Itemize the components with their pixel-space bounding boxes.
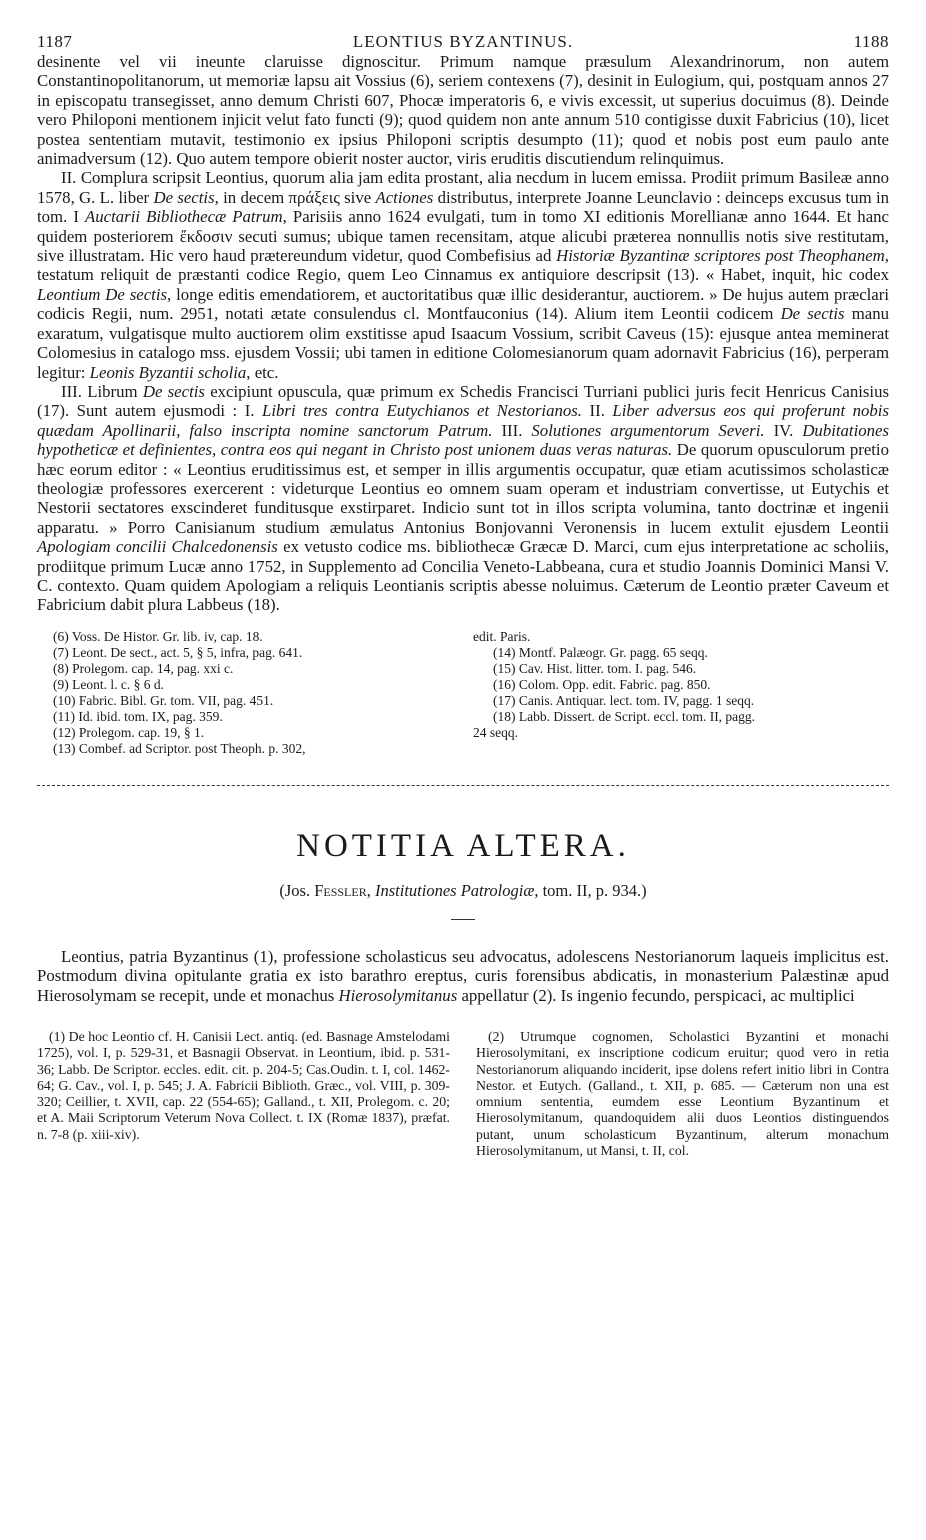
paragraph-2	[37, 168, 889, 381]
footnotes-left-column	[37, 1029, 450, 1159]
footnote: (14) Montf. Palæogr. Gr. pagg. 65 seqq.	[493, 644, 708, 660]
text-run: De quorum opusculorum pretio hæc eorum editor : « Leontius eruditissimus est, et semper in illis argumentis occupatur, quæ etiam acutissimos scholasticæ theologiæ professores exercerent : videturque Leontius eo omnem suam operam et industriam convertisse, ut Eutychis et Nestorii sectatores exscinderet funditusque exstirparet. Indicio sunt tot in illos scripta volumina, tanto doctrinæ et ingenii apparatu. » Porro Canisianum studium æmulatus Antonius Bonjovanni Veronensis in lucem extulit ejusdem Leontii	[37, 440, 889, 537]
italic-title: Leontium De sectis	[37, 284, 168, 304]
footnotes-right-column	[473, 629, 889, 757]
paragraph-1: desinente vel vii ineunte claruisse dignoscitur. Primum namque præsulum Alexandrinorum, non autem Constantinopolitanorum, ut memoriæ lapsu ait Vossius (6), seriem contexens (7), desinit in Eulogium, qui, postquam annos 27 in episcopatu transegisset, anno demum Christi 607, Phocæ imperatoris 6, e vivis excessit, ut superius docuimus (8). Deinde vero Philoponi mentionem injicit velut fato functi (9); quod quidem non ante annum 510 contigisse duxit Fabricius (10), licet postea sententiam mutavit, testimonio ex ipsius Philoponi scriptis desumpto (11); quod et nobis post eum paulo ante animadversum (12). Quo autem tempore obierit noster auctor, viris eruditis discutiendum relinquimus.	[37, 52, 889, 169]
text-run: II.	[589, 401, 605, 421]
italic-title: Actiones	[375, 187, 434, 207]
italic-title: Dubitationes hypotheticæ et definientes, contra eos qui negant in Christo post unionem duas veras naturas.	[37, 420, 890, 460]
footnotes-right-column	[476, 1029, 889, 1159]
footnote: (8) Prolegom. cap. 14, pag. xxi c.	[53, 660, 234, 676]
italic-title: Historiæ Byzantinæ scriptores post Theophanem	[556, 246, 885, 266]
footnote: (10) Fabric. Bibl. Gr. tom. VII, pag. 451.	[53, 692, 274, 708]
footnote: (17) Canis. Antiquar. lect. tom. IV, pagg. 1 seqq.	[493, 692, 755, 708]
text-run: distributus, interprete Joanne Leunclavio : deinceps excusus tum in tom. I	[37, 187, 890, 227]
column-number-right: 1188	[853, 32, 889, 51]
text-run: II. Complura scripsit Leontius, quorum alia jam edita prostant, alia necdum in lucem emissa. Prodiit primum Basileæ anno 1578, G. L. liber	[37, 168, 889, 207]
text-run: excipiunt opuscula, quæ primum ex Schedis Francisci Turriani publici juris fecit Henricus Canisius (17). Sunt autem ejusmodi : I.	[37, 381, 889, 421]
footnote: (9) Leont. l. c. § 6 d.	[53, 676, 164, 692]
text-run: IV.	[773, 420, 794, 440]
running-title: LEONTIUS BYZANTINUS.	[352, 32, 574, 51]
text-run: , etc.	[246, 362, 279, 382]
text-run: Leontius, patria Byzantinus (1), professione scholasticus seu advocatus, adolescens Nestorianorum laqueis implicitus est. Postmodum divina opitulante gratia ex isto barathro ereptus, curis forensibus abdicatis, in monasterium Palæstinæ apud Hierosolymam se recepit, unde et monachus	[37, 946, 889, 1005]
text-run: , tom. II, p. 934.)	[534, 880, 647, 900]
footnote: (7) Leont. De sect., act. 5, § 5, infra, pag. 641.	[53, 644, 303, 660]
italic-title: Leonis Byzantii scholia	[89, 362, 247, 382]
italic-title: Solutiones argumentorum Severi.	[531, 420, 765, 440]
text-run: , in decem πράξεις sive	[214, 187, 372, 207]
footnote: (16) Colom. Opp. edit. Fabric. pag. 850.	[493, 676, 711, 692]
text-run: ex vetusto codice ms. bibliothecæ Græcæ D. Marci, cum ejus interpretatione ac scholiis, prodiitque primum Lucæ anno 1752, in Supplemento ad Concilia Veneto-Labbeana, cura et studio Joannis Dominici Mansi V. C. contexto. Quam quidem Apologiam a reliquis Leontianis scriptis abesse noluimus. Cæterum de Leontio præter Caveum et Fabricium dabit plura Labbeus (18).	[37, 537, 889, 615]
text-run: III.	[501, 420, 523, 440]
footnotes-second	[37, 1029, 889, 1159]
italic-title: De sectis	[780, 304, 845, 324]
footnote: (6) Voss. De Histor. Gr. lib. iv, cap. 18.	[53, 628, 263, 644]
short-rule	[451, 919, 475, 920]
italic-title: De sectis	[153, 187, 215, 207]
italic-title: Apologiam concilii Chalcedonensis	[37, 537, 278, 557]
text-run: manu exaratum, vulgatisque multo auctiorem olim exstitisse apud Isaacum Vossium, scribit Caveus (15): ejusque antea meminerat Colomesius in catalogo mss. ejusdem Vossii; ubi tamen in editione Colomesianorum quam adornavit Fabricius (16), perperam legitur:	[37, 304, 889, 382]
section-title: NOTITIA ALTERA.	[296, 827, 630, 864]
text-run: ,	[366, 880, 371, 900]
text-run: appellatur (2). Is ingenio fecundo, perspicaci, ac multiplici	[461, 985, 855, 1005]
page	[37, 30, 889, 1159]
footnote-continuation: edit. Paris.	[473, 628, 531, 644]
footnote: (15) Cav. Hist. litter. tom. I. pag. 546.	[493, 660, 697, 676]
section-text	[37, 947, 889, 1005]
footnote: (12) Prolegom. cap. 19, § 1.	[53, 724, 205, 740]
italic-title: De sectis	[142, 381, 205, 401]
paragraph-3	[37, 382, 889, 615]
paragraph-4	[37, 947, 889, 1005]
footnote-continuation: 24 seqq.	[473, 724, 518, 740]
italic-title: Hierosolymitanus	[338, 985, 458, 1005]
footnote: (11) Id. ibid. tom. IX, pag. 359.	[53, 708, 223, 724]
italic-title: Liber adversus eos qui proferunt nobis quædam Apollinarii, falso inscripta nomine sanctorum Patrum.	[37, 401, 889, 440]
main-text	[37, 52, 889, 615]
italic-title: Libri tres contra Eutychianos et Nestorianos.	[262, 401, 582, 421]
footnote: (18) Labb. Dissert. de Script. eccl. tom. II, pagg.	[493, 708, 756, 724]
text-run: , longe editis emendatiorem, et auctoritatibus quæ illic desiderantur, auctiorem. » De hujus autem præclari codicis Regii, num. 2951, notati ætate consulendus cl. Montfauconius (14). Alium item Leontii codicem	[37, 284, 890, 324]
text-run: , testatum reliquit de præstanti codice Regio, quem Leo Cinnamus ex antiquiore descripsit (13). « Habet, inquit, hic codex	[37, 246, 889, 285]
text-run: , Parisiis anno 1624 evulgati, tum in tomo XI editionis Morellianæ anno 1644. Et hanc quidem posteriorem ἔκδοσιν secuti sumus; ubique tamen recensitam, atque alicubi præterea nonnullis notis sive restitutam, sive illustratam. Hic vero haud prætereundum videtur, quod Combefisius ad	[37, 207, 889, 266]
author-name: Fessler	[314, 880, 367, 900]
italic-title: Institutiones Patrologiæ	[374, 880, 535, 900]
text-run: III. Librum	[61, 381, 138, 401]
section-divider	[37, 785, 889, 786]
footnote: (2) Utrumque cognomen, Scholastici Byzantini et monachi Hierosolymitani, ex inscriptione codicum eruitur; quod vero in retia Nestorianorum aliquando inciderit, ipse dolens refert initio libri in Contra Nestor. et Eutych. (Galland., t. XII, p. 685. — Cæterum non una est omnium sententia, eumdem esse Leontium Byzantinum et Hierosolymitanum, quandoquidem alii duos Leontios distinguendos putant, unum scholasticum Byzantinum, alterum monachum Hierosolymitanum, ut Mansi, t. II, col.	[476, 1029, 889, 1159]
footnote: (13) Combef. ad Scriptor. post Theoph. p. 302,	[53, 740, 306, 756]
section-source-line	[37, 881, 889, 901]
column-number-left: 1187	[37, 32, 73, 51]
text-run: (Jos.	[279, 880, 311, 900]
footnotes-left-column	[37, 629, 453, 757]
footnote: (1) De hoc Leontio cf. H. Canisii Lect. antiq. (ed. Basnage Amstelodami 1725), vol. I, p. 529-31, et Basnagii Observat. in Leontium, ibid. p. 531-36; Labb. De Scriptor. eccles. edit. cit. p. 204-5; Cas.Oudin. t. I, col. 1462-64; G. Cav., vol. I, p. 545; J. A. Fabricii Biblioth. Græc., vol. VIII, p. 309-320; Ceillier, t. XVII, cap. 22 (554-65); Galland., t. XII, Prolegom. c. 20; et A. Maii Scriptorum Veterum Nova Collect. t. IX (Romæ 1837), præfat. n. 7-8 (p. xiii-xiv).	[37, 1029, 450, 1142]
italic-title: Auctarii Bibliothecæ Patrum	[85, 207, 283, 227]
running-header	[37, 30, 889, 52]
footnotes-first	[37, 629, 889, 757]
